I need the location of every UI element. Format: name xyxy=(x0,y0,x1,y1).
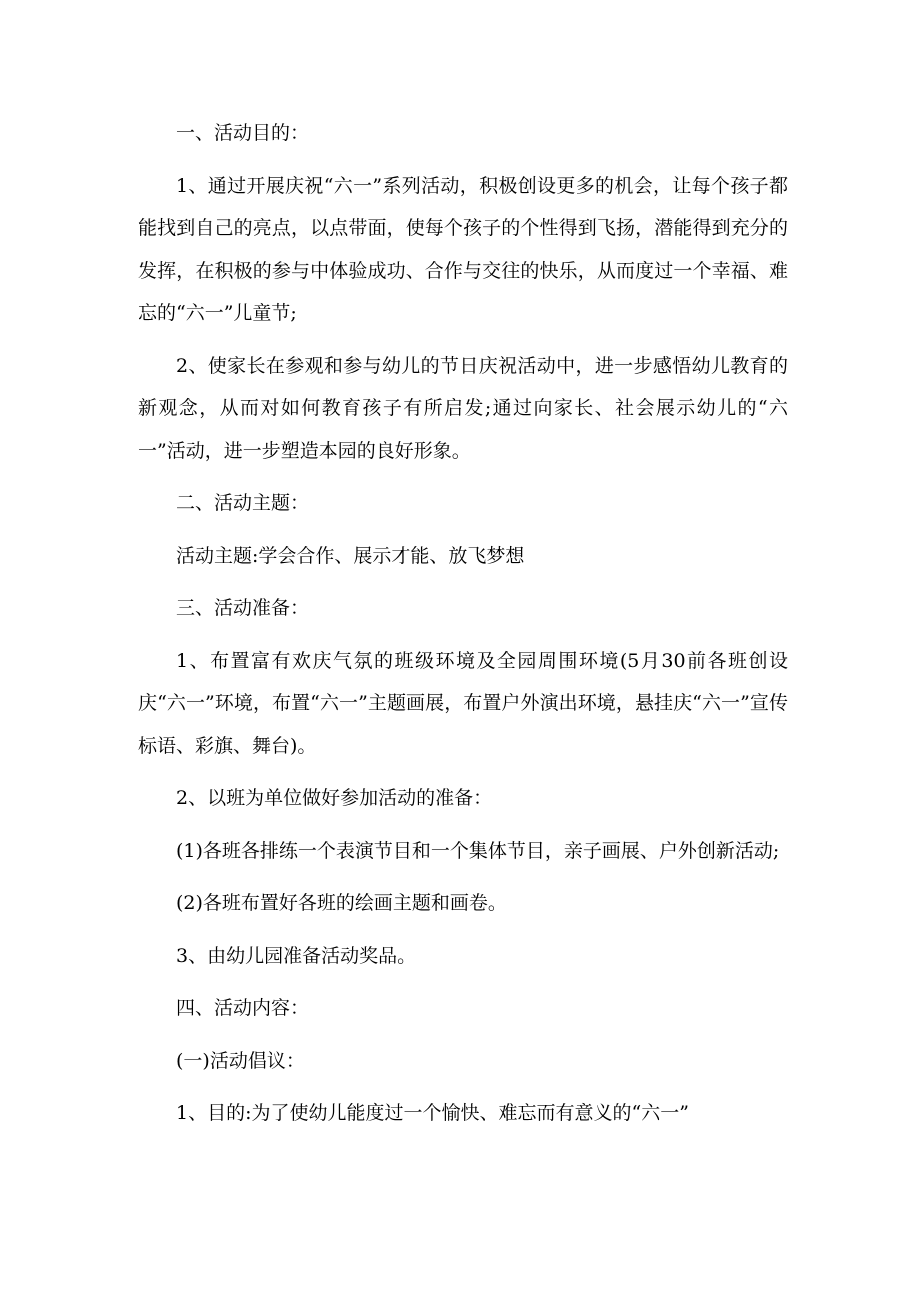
heading-activity-preparation: 三、活动准备： xyxy=(176,597,310,619)
paragraph-preparation-3: 3、由幼儿园准备活动奖品。 xyxy=(176,944,417,967)
heading-activity-theme: 二、活动主题： xyxy=(176,492,310,514)
paragraph-preparation-2-item-1: (1)各班各排练一个表演节目和一个集体节目，亲子画展、户外创新活动; xyxy=(176,839,780,862)
heading-activity-content: 四、活动内容： xyxy=(176,997,310,1019)
heading-activity-goal: 一、活动目的： xyxy=(176,122,310,144)
paragraph-proposal-1: 1、目的:为了使幼儿能度过一个愉快、难忘而有意义的“六一” xyxy=(176,1102,689,1124)
paragraph-theme: 活动主题:学会合作、展示才能、放飞梦想 xyxy=(176,544,525,567)
subheading-activity-proposal: (一)活动倡议： xyxy=(176,1049,305,1072)
paragraph-preparation-1: 1、布置富有欢庆气氛的班级环境及全园周围环境(5月30前各班创设庆“六一”环境，布置“六一”主题画展，布置户外演出环境，悬挂庆“六一”宣传标语、彩旗、舞台)。 xyxy=(138,649,788,757)
paragraph-goal-1: 1、通过开展庆祝“六一”系列活动，积极创设更多的机会，让每个孩子都能找到自己的亮点，以点带面，使每个孩子的个性得到飞扬，潜能得到充分的发挥，在积极的参与中体验成功、合作与交往的快乐，从而度过一个幸福、难忘的“六一”儿童节; xyxy=(138,174,788,324)
document-body xyxy=(138,112,788,1145)
paragraph-goal-2: 2、使家长在参观和参与幼儿的节日庆祝活动中，进一步感悟幼儿教育的新观念，从而对如何教育孩子有所启发;通过向家长、社会展示幼儿的“六一”活动，进一步塑造本园的良好形象。 xyxy=(138,354,788,462)
paragraph-preparation-2: 2、以班为单位做好参加活动的准备： xyxy=(176,787,493,809)
paragraph-preparation-2-item-2: (2)各班布置好各班的绘画主题和画卷。 xyxy=(176,892,507,914)
